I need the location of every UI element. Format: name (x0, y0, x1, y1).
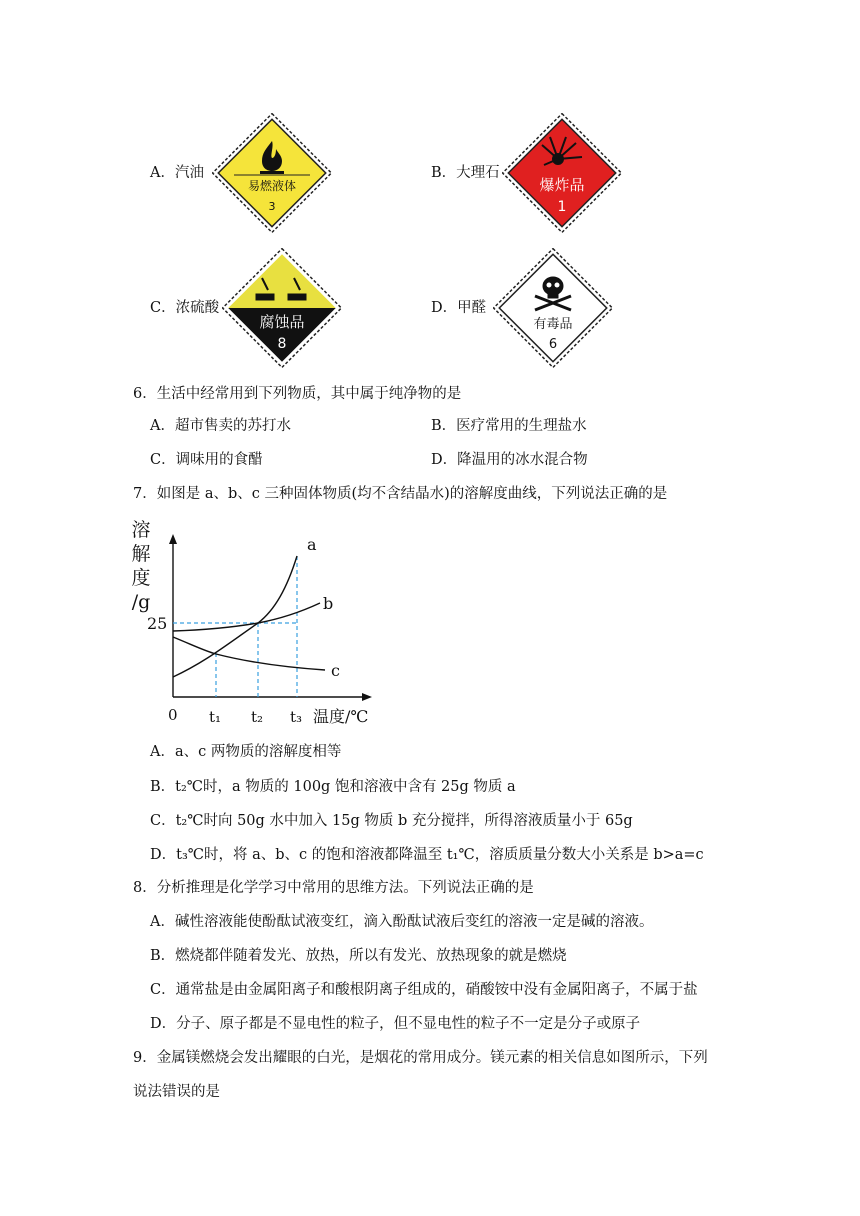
series-label-c: c (331, 661, 340, 680)
hazard-sign-explosive (502, 113, 622, 233)
xtick-t3: t₃ (290, 708, 303, 726)
q6-option-b: B．医疗常用的生理盐水 (431, 418, 587, 434)
q8-option-d: D．分子、原子都是不显电性的粒子，但不显电性的粒子不一定是分子或原子 (150, 1016, 641, 1032)
q6-option-a: A．超市售卖的苏打水 (150, 418, 291, 434)
hazard-sign-corrosive (222, 248, 342, 368)
hazard-sign-flammable-liquid (212, 113, 332, 233)
curve-b (173, 603, 320, 631)
sign-b-number: 1 (557, 199, 567, 215)
q7-option-d: D．t₃℃时，将 a、b、c 的饱和溶液都降温至 t₁℃，溶质质量分数大小关系是 b>a=c (150, 847, 704, 863)
xlabel: 温度/℃ (313, 707, 369, 726)
q5-option-c-label: C．浓硫酸 (150, 300, 220, 316)
solubility-curve-chart (125, 514, 385, 730)
xtick-origin: 0 (168, 706, 178, 724)
sign-c-number: 8 (277, 336, 287, 352)
q7-option-c: C．t₂℃时向 50g 水中加入 15g 物质 b 充分搅拌，所得溶液质量小于 65g (150, 813, 633, 829)
q9-stem-line1: 9．金属镁燃烧会发出耀眼的白光，是烟花的常用成分。镁元素的相关信息如图所示，下列 (133, 1050, 708, 1066)
q5-option-a-label: A．汽油 (150, 165, 204, 181)
sign-d-number: 6 (548, 337, 558, 352)
sign-a-number: 3 (268, 200, 276, 213)
q8-option-c: C．通常盐是由金属阳离子和酸根阴离子组成的，硝酸铵中没有金属阳离子，不属于盐 (150, 982, 698, 998)
ytick-25: 25 (147, 614, 168, 633)
x-axis-arrow (362, 693, 372, 701)
sign-b-text: 爆炸品 (539, 176, 585, 194)
sign-a-text: 易燃液体 (247, 179, 297, 193)
ylabel-char-1: 溶 (131, 519, 151, 541)
q5-option-d-label: D．甲醛 (431, 300, 487, 316)
q9-stem-line2: 说法错误的是 (133, 1084, 220, 1100)
xtick-t2: t₂ (251, 708, 264, 726)
sign-c-text: 腐蚀品 (259, 313, 305, 331)
ylabel-char-2: 解 (131, 543, 151, 565)
series-label-b: b (323, 594, 334, 613)
q7-option-b: B．t₂℃时，a 物质的 100g 饱和溶液中含有 25g 物质 a (150, 779, 516, 795)
hazard-sign-toxic (493, 248, 613, 368)
q6-stem: 6．生活中经常用到下列物质，其中属于纯净物的是 (133, 386, 462, 402)
q6-option-c: C．调味用的食醋 (150, 452, 263, 468)
series-label-a: a (307, 535, 317, 554)
q8-option-b: B．燃烧都伴随着发光、放热，所以有发光、放热现象的就是燃烧 (150, 948, 567, 964)
q7-option-a: A．a、c 两物质的溶解度相等 (150, 744, 342, 760)
q6-option-d: D．降温用的冰水混合物 (431, 452, 588, 468)
y-axis-arrow (169, 534, 177, 544)
q7-stem: 7．如图是 a、b、c 三种固体物质(均不含结晶水)的溶解度曲线，下列说法正确的是 (133, 486, 668, 502)
q8-stem: 8．分析推理是化学学习中常用的思维方法。下列说法正确的是 (133, 880, 534, 896)
xtick-t1: t₁ (209, 708, 222, 726)
q8-option-a: A．碱性溶液能使酚酞试液变红，滴入酚酞试液后变红的溶液一定是碱的溶液。 (150, 914, 654, 930)
ylabel-char-4: /g (131, 591, 151, 613)
sign-d-text: 有毒品 (533, 317, 573, 332)
q5-option-b-label: B．大理石 (431, 165, 500, 181)
ylabel-char-3: 度 (131, 567, 151, 589)
